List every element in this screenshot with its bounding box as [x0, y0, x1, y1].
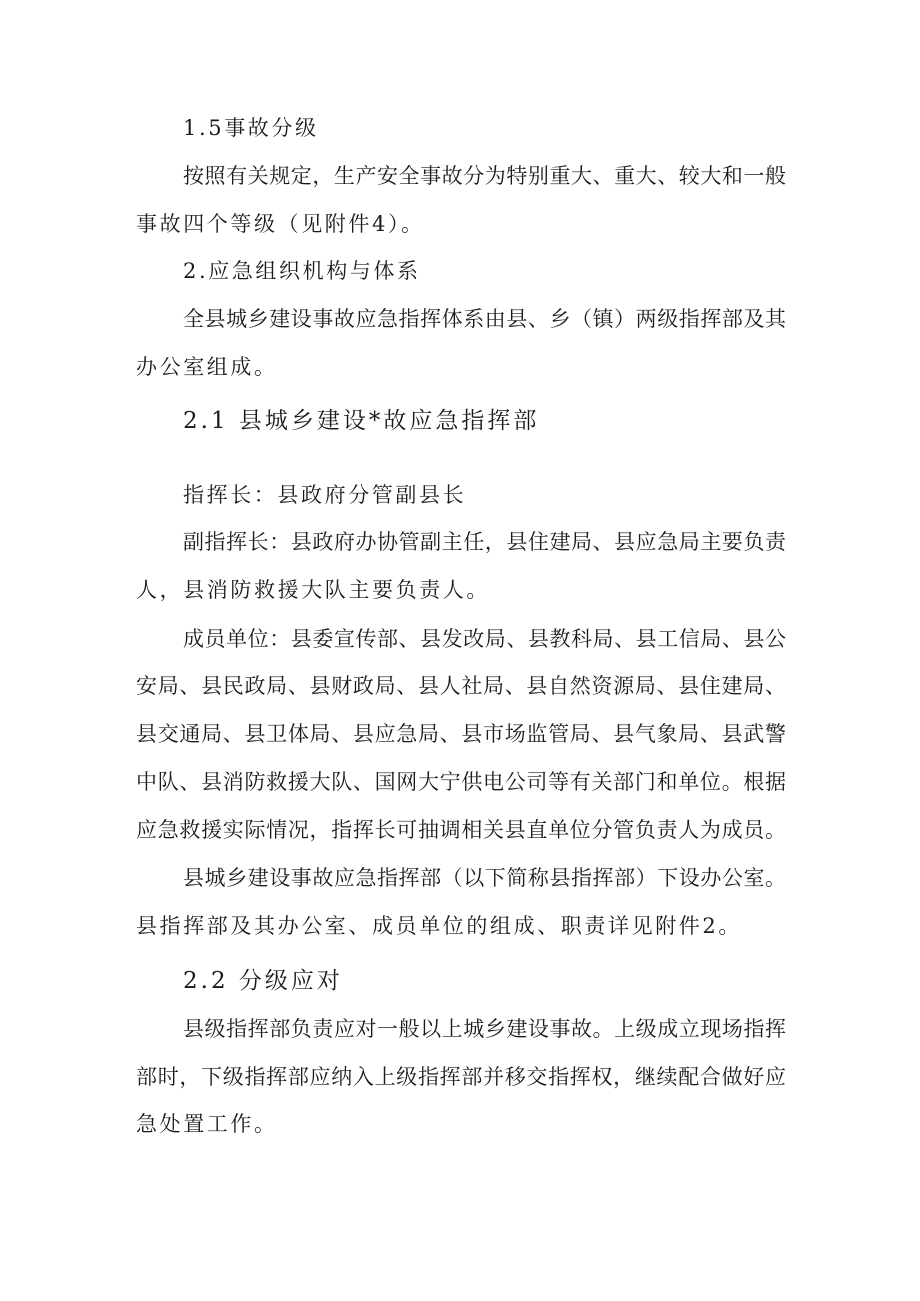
paragraph-line: 县级指挥部负责应对一般以上城乡建设事故。上级成立现场指挥: [183, 1017, 786, 1041]
paragraph-line: 全县城乡建设事故应急指挥体系由县、乡（镇）两级指挥部及其: [183, 307, 786, 331]
paragraph-line: 中队、县消防救援大队、国网大宁供电公司等有关部门和单位。根据: [136, 770, 786, 794]
paragraph-line: 成员单位：县委宣传部、县发改局、县教科局、县工信局、县公: [183, 627, 786, 651]
paragraph-line: 县城乡建设事故应急指挥部（以下简称县指挥部）下设办公室。: [183, 866, 786, 890]
commander-line: 指挥长：县政府分管副县长: [183, 483, 467, 507]
paragraph-line: 应急救援实际情况，指挥长可抽调相关县直单位分管负责人为成员。: [136, 818, 786, 842]
section-2-heading: 2.应急组织机构与体系: [183, 259, 421, 283]
paragraph-line: 安局、县民政局、县财政局、县人社局、县自然资源局、县住建局、: [136, 674, 786, 698]
paragraph-line: 办公室组成。: [136, 355, 278, 379]
paragraph-line: 部时，下级指挥部应纳入上级指挥部并移交指挥权，继续配合做好应: [136, 1065, 786, 1089]
paragraph-line: 副指挥长：县政府办协管副主任，县住建局、县应急局主要负责: [183, 530, 786, 554]
paragraph-line: 县交通局、县卫体局、县应急局、县市场监管局、县气象局、县武警: [136, 722, 786, 746]
section-2-2-heading: 2.2 分级应对: [183, 968, 343, 994]
paragraph-line: 急处置工作。: [136, 1112, 278, 1136]
section-1-5-heading: 1.5事故分级: [183, 116, 319, 140]
paragraph-line: 事故四个等级（见附件4）。: [136, 212, 425, 236]
paragraph-line: 县指挥部及其办公室、成员单位的组成、职责详见附件2。: [136, 914, 742, 938]
paragraph-line: 人，县消防救援大队主要负责人。: [136, 578, 490, 602]
section-2-1-heading: 2.1 县城乡建设*故应急指挥部: [183, 408, 540, 434]
paragraph-line: 按照有关规定，生产安全事故分为特别重大、重大、较大和一般: [183, 164, 786, 188]
